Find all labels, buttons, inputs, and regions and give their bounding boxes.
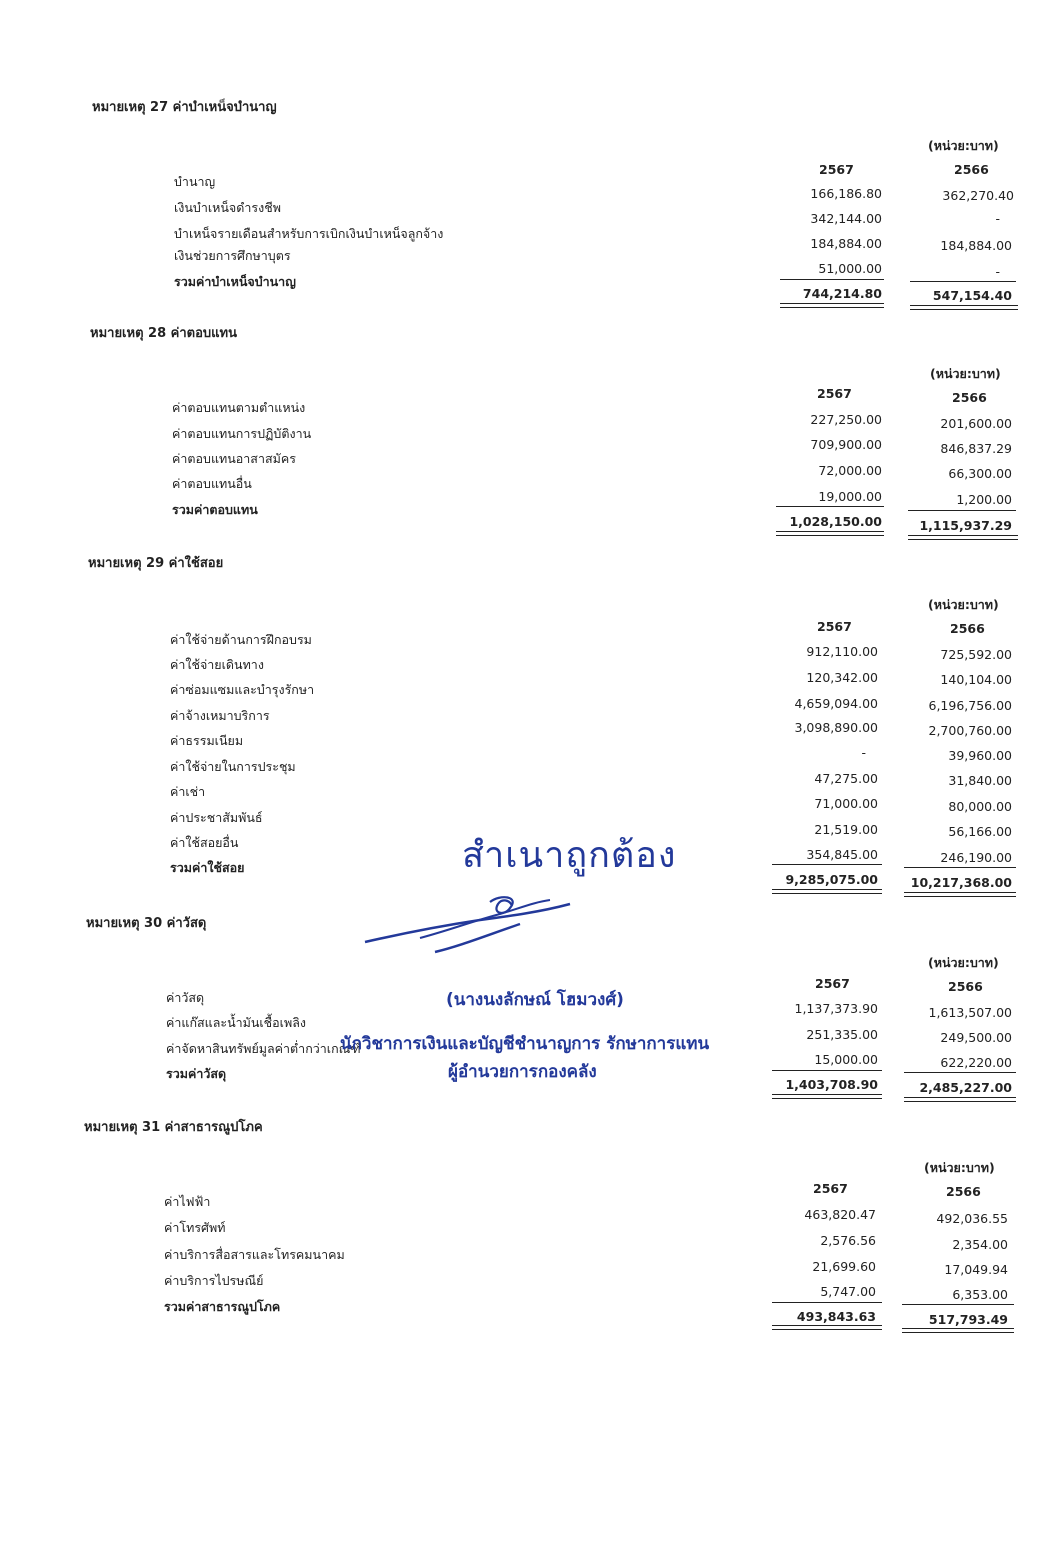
row-label: ค่าตอบแทนตามตำแหน่ง xyxy=(172,400,306,415)
total-value-previous: 10,217,368.00 xyxy=(910,875,1012,890)
subtotal-rule xyxy=(780,279,884,280)
row-label: ค่าโทรศัพท์ xyxy=(164,1220,226,1235)
row-value-current: 15,000.00 xyxy=(814,1052,878,1067)
row-value-current: - xyxy=(861,745,866,760)
row-label: ค่าใช้จ่ายในการประชุม xyxy=(170,759,296,774)
row-label: ค่าแก๊สและน้ำมันเชื้อเพลิง xyxy=(166,1015,306,1030)
unit-label: (หน่วย:บาท) xyxy=(928,138,999,153)
year-previous: 2566 xyxy=(946,1184,981,1199)
row-value-previous: 80,000.00 xyxy=(948,799,1012,814)
note-title: หมายเหตุ 31 ค่าสาธารณูปโภค xyxy=(84,1120,263,1135)
row-value-current: 166,186.80 xyxy=(810,186,882,201)
row-value-previous: 31,840.00 xyxy=(948,773,1012,788)
row-value-previous: 6,196,756.00 xyxy=(928,698,1012,713)
row-value-current: 120,342.00 xyxy=(806,670,878,685)
row-value-previous: 6,353.00 xyxy=(952,1287,1008,1302)
total-value-previous: 1,115,937.29 xyxy=(919,518,1012,533)
row-value-current: 1,137,373.90 xyxy=(794,1001,878,1016)
total-double-rule xyxy=(776,531,884,536)
row-value-current: 709,900.00 xyxy=(810,437,882,452)
total-double-rule xyxy=(772,889,882,894)
certified-copy-stamp: สำเนาถูกต้อง xyxy=(462,835,677,876)
subtotal-rule xyxy=(904,1072,1016,1073)
row-value-current: 21,519.00 xyxy=(814,822,878,837)
total-value-previous: 547,154.40 xyxy=(932,288,1012,303)
row-value-previous: 2,700,760.00 xyxy=(928,723,1012,738)
row-value-previous: 201,600.00 xyxy=(940,416,1012,431)
row-value-current: 72,000.00 xyxy=(818,463,882,478)
year-current: 2567 xyxy=(815,976,850,991)
note-title: หมายเหตุ 29 ค่าใช้สอย xyxy=(88,556,224,571)
total-value-previous: 517,793.49 xyxy=(928,1312,1008,1327)
signature xyxy=(360,890,580,960)
row-value-previous: 846,837.29 xyxy=(940,441,1012,456)
subtotal-rule xyxy=(776,506,884,507)
row-label: บำนาญ xyxy=(174,174,216,189)
total-value-current: 9,285,075.00 xyxy=(785,872,878,887)
subtotal-rule xyxy=(910,281,1016,282)
total-value-current: 744,214.80 xyxy=(802,286,882,301)
total-label: รวมค่าใช้สอย xyxy=(170,860,245,875)
row-label: ค่าตอบแทนอาสาสมัคร xyxy=(172,451,296,466)
row-value-previous: 249,500.00 xyxy=(940,1030,1012,1045)
row-value-previous: - xyxy=(995,211,1000,226)
unit-label: (หน่วย:บาท) xyxy=(928,597,999,612)
total-label: รวมค่าสาธารณูปโภค xyxy=(164,1299,281,1314)
row-label: ค่าธรรมเนียม xyxy=(170,733,244,748)
row-label: เงินบำเหน็จดำรงชีพ xyxy=(174,200,281,215)
total-value-current: 1,403,708.90 xyxy=(785,1077,878,1092)
row-label: ค่าซ่อมแซมและบำรุงรักษา xyxy=(170,682,315,697)
row-value-previous: - xyxy=(995,264,1000,279)
row-label: ค่าบริการสื่อสารและโทรคมนาคม xyxy=(164,1247,345,1262)
row-label: ค่าตอบแทนการปฏิบัติงาน xyxy=(172,426,312,441)
row-label: เงินช่วยการศึกษาบุตร xyxy=(174,248,291,263)
total-value-previous: 2,485,227.00 xyxy=(919,1080,1012,1095)
row-value-current: 4,659,094.00 xyxy=(794,696,878,711)
note-title: หมายเหตุ 30 ค่าวัสดุ xyxy=(86,916,207,931)
subtotal-rule xyxy=(772,864,882,865)
row-value-previous: 1,613,507.00 xyxy=(928,1005,1012,1020)
row-value-previous: 39,960.00 xyxy=(948,748,1012,763)
signer-name: (นางนงลักษณ์ โฮมวงศ์) xyxy=(446,990,624,1010)
row-value-previous: 1,200.00 xyxy=(956,492,1012,507)
unit-label: (หน่วย:บาท) xyxy=(930,366,1001,381)
subtotal-rule xyxy=(772,1302,882,1303)
row-value-current: 21,699.60 xyxy=(812,1259,876,1274)
row-value-current: 5,747.00 xyxy=(820,1284,876,1299)
year-current: 2567 xyxy=(817,386,852,401)
row-label: ค่าตอบแทนอื่น xyxy=(172,476,252,491)
total-double-rule xyxy=(910,305,1018,310)
total-double-rule xyxy=(902,1328,1014,1333)
row-value-current: 354,845.00 xyxy=(806,847,878,862)
row-value-previous: 246,190.00 xyxy=(940,850,1012,865)
subtotal-rule xyxy=(908,510,1016,511)
row-label: ค่าประชาสัมพันธ์ xyxy=(170,810,263,825)
unit-label: (หน่วย:บาท) xyxy=(924,1160,995,1175)
subtotal-rule xyxy=(772,1070,882,1071)
total-double-rule xyxy=(908,535,1018,540)
year-current: 2567 xyxy=(819,162,854,177)
year-current: 2567 xyxy=(817,619,852,634)
note-title: หมายเหตุ 28 ค่าตอบแทน xyxy=(90,326,237,341)
note-title: หมายเหตุ 27 ค่าบำเหน็จบำนาญ xyxy=(92,100,277,115)
row-label: ค่าไฟฟ้า xyxy=(164,1194,211,1209)
row-label: ค่าวัสดุ xyxy=(166,990,205,1005)
row-value-previous: 56,166.00 xyxy=(948,824,1012,839)
row-label: ค่าใช้สอยอื่น xyxy=(170,835,239,850)
row-value-current: 342,144.00 xyxy=(810,211,882,226)
row-value-previous: 2,354.00 xyxy=(952,1237,1008,1252)
year-previous: 2566 xyxy=(952,390,987,405)
row-value-previous: 140,104.00 xyxy=(940,672,1012,687)
year-current: 2567 xyxy=(813,1181,848,1196)
row-value-current: 227,250.00 xyxy=(810,412,882,427)
total-label: รวมค่าวัสดุ xyxy=(166,1066,227,1081)
row-value-previous: 66,300.00 xyxy=(948,466,1012,481)
row-value-current: 251,335.00 xyxy=(806,1027,878,1042)
total-double-rule xyxy=(904,1097,1016,1102)
total-double-rule xyxy=(780,303,884,308)
row-value-current: 71,000.00 xyxy=(814,796,878,811)
row-label: ค่าจัดหาสินทรัพย์มูลค่าต่ำกว่าเกณฑ์ xyxy=(166,1041,361,1056)
total-value-current: 493,843.63 xyxy=(796,1309,876,1324)
row-value-current: 184,884.00 xyxy=(810,236,882,251)
total-value-current: 1,028,150.00 xyxy=(789,514,882,529)
total-label: รวมค่าตอบแทน xyxy=(172,502,258,517)
row-label: ค่าบริการไปรษณีย์ xyxy=(164,1273,264,1288)
total-double-rule xyxy=(904,892,1016,897)
row-value-previous: 622,220.00 xyxy=(940,1055,1012,1070)
row-value-current: 47,275.00 xyxy=(814,771,878,786)
row-label: บำเหน็จรายเดือนสำหรับการเบิกเงินบำเหน็จลูกจ้าง xyxy=(174,226,444,241)
row-value-previous: 184,884.00 xyxy=(940,238,1012,253)
subtotal-rule xyxy=(904,867,1016,868)
row-value-previous: 362,270.40 xyxy=(942,188,1014,203)
unit-label: (หน่วย:บาท) xyxy=(928,955,999,970)
row-value-previous: 725,592.00 xyxy=(940,647,1012,662)
row-label: ค่าใช้จ่ายเดินทาง xyxy=(170,657,264,672)
row-value-previous: 492,036.55 xyxy=(936,1211,1008,1226)
subtotal-rule xyxy=(902,1304,1014,1305)
year-previous: 2566 xyxy=(950,621,985,636)
row-value-current: 463,820.47 xyxy=(804,1207,876,1222)
row-value-current: 51,000.00 xyxy=(818,261,882,276)
year-previous: 2566 xyxy=(948,979,983,994)
signer-role: ผู้อำนวยการกองคลัง xyxy=(448,1062,597,1082)
row-value-current: 3,098,890.00 xyxy=(794,720,878,735)
year-previous: 2566 xyxy=(954,162,989,177)
total-double-rule xyxy=(772,1325,882,1330)
total-label: รวมค่าบำเหน็จบำนาญ xyxy=(174,274,296,289)
row-value-previous: 17,049.94 xyxy=(944,1262,1008,1277)
row-label: ค่าใช้จ่ายด้านการฝึกอบรม xyxy=(170,632,312,647)
row-label: ค่าจ้างเหมาบริการ xyxy=(170,708,270,723)
row-label: ค่าเช่า xyxy=(170,784,206,799)
signer-position: นักวิชาการเงินและบัญชีชำนาญการ รักษาการแทน xyxy=(340,1034,710,1054)
row-value-current: 912,110.00 xyxy=(806,644,878,659)
row-value-current: 19,000.00 xyxy=(818,489,882,504)
total-double-rule xyxy=(772,1094,882,1099)
row-value-current: 2,576.56 xyxy=(820,1233,876,1248)
